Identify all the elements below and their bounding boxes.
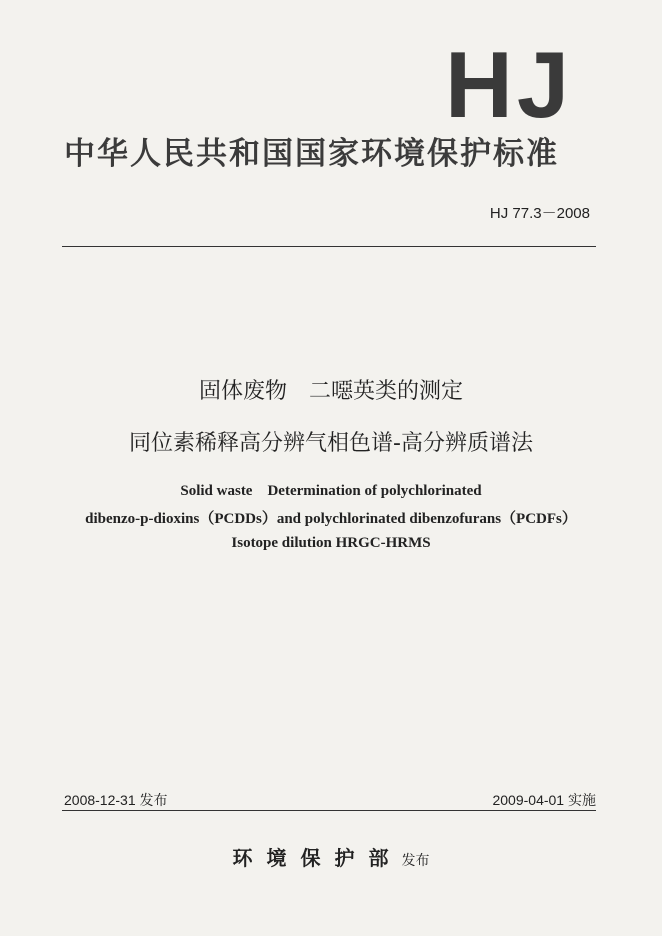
english-title-line-1: Solid waste Determination of polychlorinated — [180, 483, 482, 499]
english-title-line-3: Isotope dilution HRGC-HRMS — [231, 535, 431, 551]
footer-publish-label: 发布 — [401, 853, 430, 869]
chinese-title-line-1: 固体废物 二噁英类的测定 — [198, 379, 463, 404]
chinese-title-line-2: 同位素稀释高分辨气相色谱-高分辨质谱法 — [129, 431, 533, 456]
issuer-title: 中华人民共和国国家环境保护标准 — [64, 136, 559, 172]
standard-code: HJ 77.3－2008 — [489, 205, 590, 222]
effective-date: 2009-04-01 实施 — [492, 792, 596, 808]
issuing-ministry: 环境保护部 — [232, 846, 403, 870]
issue-date: 2008-12-31 发布 — [64, 792, 168, 808]
english-title-line-2: dibenzo-p-dioxins（PCDDs）and polychlorinated dibenzofurans（PCDFs） — [85, 511, 577, 527]
top-divider — [62, 246, 596, 247]
footer — [0, 842, 662, 871]
hj-logo: HJ — [445, 32, 574, 137]
bottom-divider — [62, 810, 596, 811]
